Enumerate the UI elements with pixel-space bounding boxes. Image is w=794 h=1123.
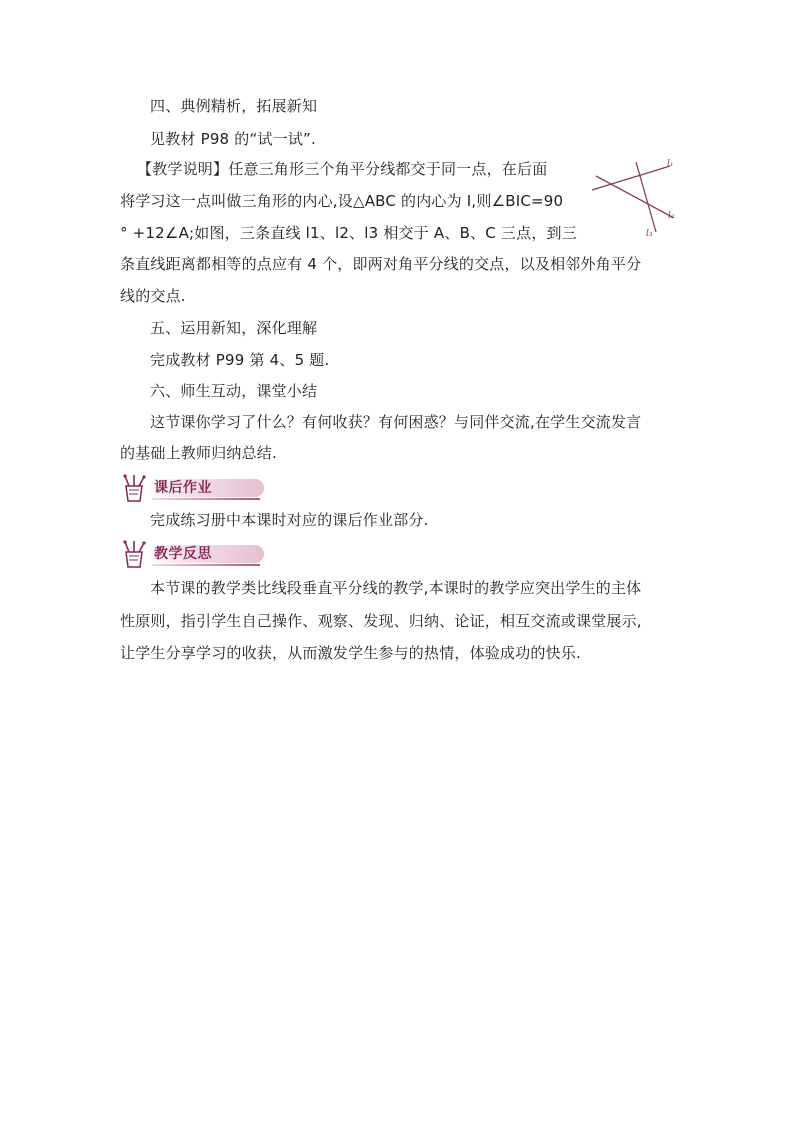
teaching-note-line: 条直线距离都相等的点应有 4 个，即两对角平分线的交点，以及相邻外角平分 [120,255,642,273]
line-l2 [596,176,674,218]
line-l3 [636,162,656,232]
teaching-note-line: ° +12∠A;如图，三条直线 l1、l2、l3 相交于 A、B、C 三点，到三 [120,224,577,242]
homework-text: 完成练习册中本课时对应的课后作业部分. [150,511,429,529]
section-heading-6: 六、师生互动，课堂小结 [150,382,318,400]
section-heading-5: 五、运用新知，深化理解 [150,319,318,337]
three-lines-figure [588,156,680,240]
homework-title: 课后作业 [154,480,212,496]
summary-paragraph-line: 的基础上教师归纳总结. [120,444,277,462]
summary-paragraph-line: 这节课你学习了什么？有何收获？有何困惑？与同伴交流,在学生交流发言 [150,413,642,431]
homework-banner [120,474,270,502]
label-l2: l₂ [668,211,675,221]
paragraph-exercise-ref: 完成教材 P99 第 4、5 题. [150,351,330,369]
pencil-cup-icon [120,540,150,568]
teaching-note-line: 【教学说明】任意三角形三个角平分线都交于同一点，在后面 [137,160,548,178]
reflection-line: 让学生分享学习的收获，从而激发学生参与的热情，体验成功的快乐. [120,644,581,662]
label-l1: l₁ [667,159,674,169]
paragraph-textbook-ref: 见教材 P98 的“试一试”. [150,130,316,148]
teaching-note-line: 线的交点. [120,287,186,305]
reflection-line: 性原则，指引学生自己操作、观察、发现、归纳、论证，相互交流或课堂展示, [120,612,642,630]
reflection-banner [120,540,270,568]
pencil-cup-icon [120,474,150,502]
section-heading-4: 四、典例精析，拓展新知 [150,97,318,115]
label-l3: l₃ [646,229,653,239]
teaching-note-line: 将学习这一点叫做三角形的内心,设△ABC 的内心为 I,则∠BIC=90 [120,192,564,210]
line-l1 [592,166,670,190]
reflection-line: 本节课的教学类比线段垂直平分线的教学,本课时的教学应突出学生的主体 [150,579,642,597]
reflection-title: 教学反思 [154,546,212,562]
